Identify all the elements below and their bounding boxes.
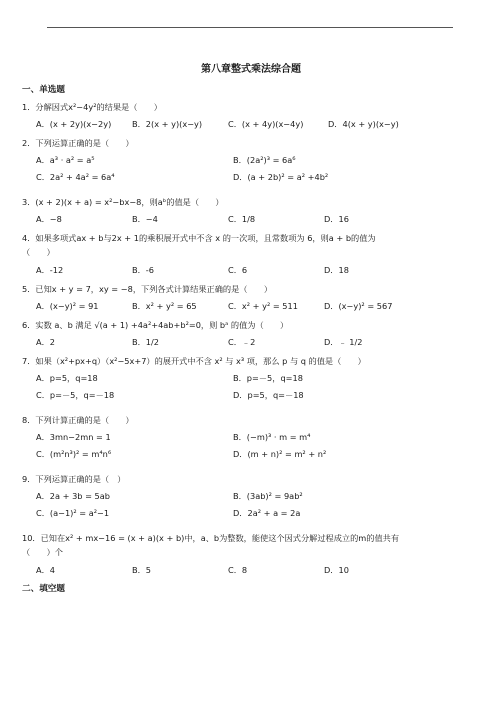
option-a: A．(x−y)² = 91 — [36, 301, 99, 311]
header-rule — [47, 27, 453, 28]
question-stem: 5．已知x + y = 7，xy = −8，下列各式计算结果正确的是（ ） — [22, 284, 273, 294]
option-a: A．(x + 2y)(x−2y) — [36, 119, 112, 129]
question-9 — [22, 474, 480, 525]
option-c: C．p=－5，q=－18 — [36, 390, 115, 400]
options-row — [22, 301, 480, 312]
option-d: D．(m + n)² = m² + n² — [233, 449, 327, 459]
options-row — [22, 337, 480, 348]
question-7 — [22, 356, 480, 407]
options-row — [22, 214, 480, 225]
question-stem: 3．(x + 2)(x + a) = x²−bx−8，则aᵇ的值是（ ） — [22, 197, 224, 207]
option-a: A．3mn−2mn = 1 — [36, 432, 111, 442]
question-3 — [22, 197, 480, 225]
option-c: C．2a² + 4a² = 6a⁴ — [36, 172, 115, 182]
option-d: D．(a + 2b)² = a² +4b² — [233, 172, 329, 182]
question-8 — [22, 415, 480, 466]
option-d: D．﹣ 1/2 — [324, 337, 363, 347]
question-5 — [22, 284, 480, 312]
question-stem: 2．下列运算正确的是（ ） — [22, 138, 134, 148]
option-d: D．16 — [324, 214, 349, 224]
option-c: C．x² + y² = 511 — [228, 301, 298, 311]
question-stem: 9．下列运算正确的是（ ） — [22, 474, 126, 484]
option-d: D．4(x + y)(x−y) — [328, 119, 399, 129]
question-2 — [22, 138, 480, 189]
options-grid — [22, 491, 480, 525]
question-stem: 6．实数 a、b 满足 √(a + 1) +4a²+4ab+b²=0，则 bᵃ 的值为（ ） — [22, 320, 289, 330]
option-c: C．6 — [228, 265, 248, 275]
option-b: B．2(x + y)(x−y) — [132, 119, 203, 129]
options-grid — [22, 155, 480, 189]
option-b: B．x² + y² = 65 — [132, 301, 197, 311]
option-c: C．8 — [228, 565, 248, 575]
options-grid — [22, 432, 480, 466]
question-stem: 1．分解因式x²−4y²的结果是（ ） — [22, 102, 162, 112]
answer-parentheses: （ ） — [22, 247, 55, 257]
page-title: 第八章整式乘法综合题 — [201, 64, 301, 75]
question-4 — [22, 233, 480, 276]
option-a: A．2 — [36, 337, 55, 347]
option-c: C．(a−1)² = a²−1 — [36, 508, 110, 518]
option-a: A．a³ · a² = a⁵ — [36, 155, 95, 165]
option-c: C．﹣2 — [228, 337, 256, 347]
question-10 — [22, 533, 480, 576]
option-c: C．(x + 4y)(x−4y) — [228, 119, 304, 129]
option-d: D．18 — [324, 265, 349, 275]
options-row — [22, 119, 480, 130]
question-6 — [22, 320, 480, 348]
option-c: C．(m²n³)² = m⁴n⁶ — [36, 449, 112, 459]
options-grid — [22, 373, 480, 407]
question-stem: 7．如果（x²+px+q）（x²−5x+7）的展开式中不含 x² 与 x³ 项，那么 p 与 q 的值是（ ） — [22, 356, 366, 366]
option-a: A．4 — [36, 565, 55, 575]
answer-parentheses: （ ）个 — [22, 547, 63, 557]
option-a: A．−8 — [36, 214, 62, 224]
option-a: A．2a + 3b = 5ab — [36, 491, 110, 501]
worksheet — [22, 64, 480, 601]
option-a: A．-12 — [36, 265, 64, 275]
options-row — [22, 565, 480, 576]
option-b: B．1/2 — [132, 337, 159, 347]
option-b: B．(−m)³ · m = m⁴ — [233, 432, 311, 442]
option-d: D．2a² + a = 2a — [233, 508, 301, 518]
option-b: B．−4 — [132, 214, 158, 224]
option-d: D．p=5，q=－18 — [233, 390, 304, 400]
option-b: B．-6 — [132, 265, 154, 275]
section-heading-fill-blank: 二、填空题 — [22, 584, 65, 594]
option-d: D．(x−y)² = 567 — [324, 301, 393, 311]
option-a: A．p=5，q=18 — [36, 373, 98, 383]
options-row — [22, 265, 480, 276]
option-b: B．5 — [132, 565, 152, 575]
question-stem: 4．如果多项式ax + b与2x + 1的乘积展开式中不含 x 的一次项，且常数项为 6，则a + b的值为 — [22, 233, 376, 243]
option-d: D．10 — [324, 565, 349, 575]
option-b: B．(2a²)³ = 6a⁶ — [233, 155, 296, 165]
question-1 — [22, 102, 480, 130]
question-stem: 8．下列计算正确的是（ ） — [22, 415, 134, 425]
option-b: B．(3ab)² = 9ab² — [233, 491, 303, 501]
question-stem: 10．已知在x² + mx−16 = (x + a)(x + b)中，a、b为整数，能使这个因式分解过程成立的m的值共有 — [22, 533, 400, 543]
option-c: C．1/8 — [228, 214, 256, 224]
option-b: B．p=－5，q=18 — [233, 373, 303, 383]
section-heading-single-choice: 一、单选题 — [22, 85, 65, 95]
